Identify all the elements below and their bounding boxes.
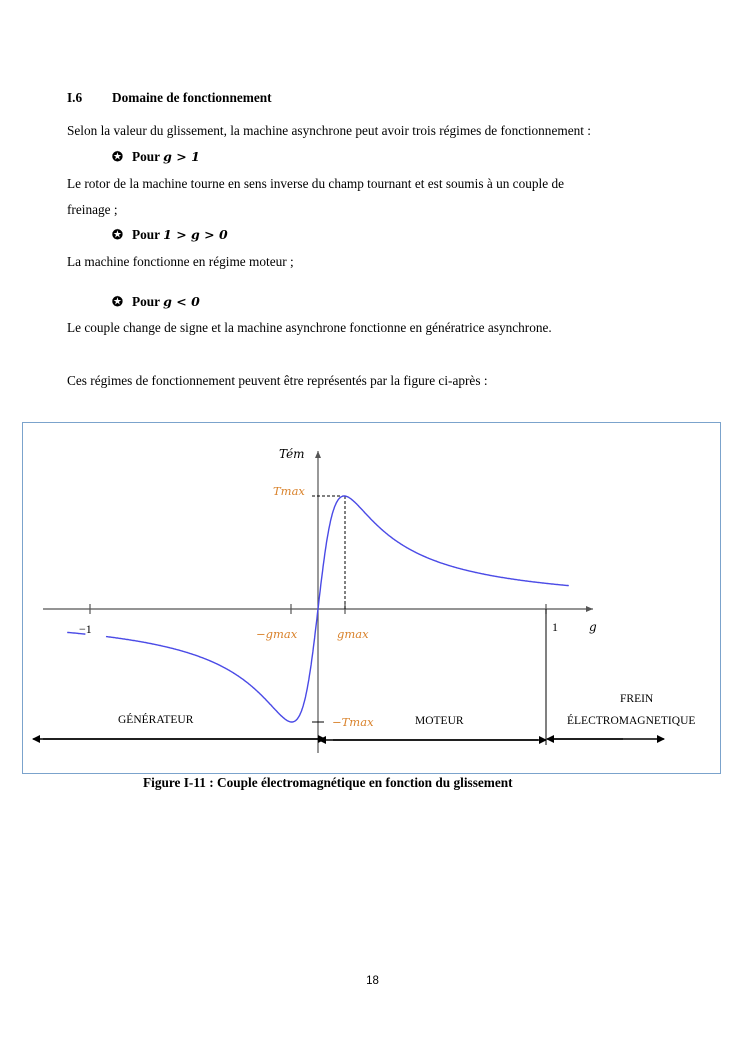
tick-label-1: 1 (552, 620, 558, 634)
tick-label-minus-1: −1 (79, 622, 92, 636)
case-3-condition: g < 0 (163, 294, 200, 309)
section-title: Domaine de fonctionnement (112, 90, 272, 105)
case-1-condition: g > 1 (163, 149, 200, 164)
generator-region-label: GÉNÉRATEUR (118, 714, 194, 726)
motor-region-label: MOTEUR (415, 715, 464, 727)
case-1-line-1: Le rotor de la machine tourne en sens inverse du champ tournant et est soumis à un couple de (67, 176, 565, 191)
y-axis-label: Tém (279, 447, 305, 461)
x-axis-label: g (589, 620, 597, 634)
brake-region-label-line1: FREIN (620, 693, 654, 705)
case-2-heading (112, 227, 228, 243)
star-bullet-icon: ✪ (112, 294, 123, 309)
case-2-line-1: La machine fonctionne en régime moteur ; (67, 254, 294, 269)
figure-intro: Ces régimes de fonctionnement peuvent être représentés par la figure ci-après : (67, 373, 488, 388)
case-1-heading (112, 149, 200, 165)
star-bullet-icon: ✪ (112, 149, 123, 164)
case-3-heading (112, 294, 200, 310)
figure-caption: Figure I-11 : Couple électromagnétique en fonction du glissement (143, 775, 513, 790)
case-2-prefix: Pour (132, 227, 164, 242)
minus-tmax-label: −Tmax (332, 715, 374, 729)
gmax-label: gmax (337, 627, 369, 641)
brake-region-label-line2: ÉLECTROMAGNETIQUE (567, 715, 696, 727)
case-3-prefix: Pour (132, 294, 164, 309)
case-2-condition: 1 > g > 0 (163, 227, 228, 242)
page-number: 18 (366, 975, 379, 987)
star-bullet-icon: ✪ (112, 227, 123, 242)
case-1-line-2: freinage ; (67, 202, 118, 217)
figure-frame (22, 422, 721, 774)
case-3-line-1: Le couple change de signe et la machine asynchrone fonctionne en génératrice asynchrone. (67, 320, 552, 335)
minus-gmax-label: −gmax (256, 627, 298, 641)
intro-paragraph: Selon la valeur du glissement, la machine asynchrone peut avoir trois régimes de fonctionnement : (67, 123, 591, 138)
section-number: I.6 (67, 90, 83, 105)
case-1-prefix: Pour (132, 149, 164, 164)
torque-slip-chart (23, 423, 720, 773)
tmax-label: Tmax (273, 484, 305, 498)
